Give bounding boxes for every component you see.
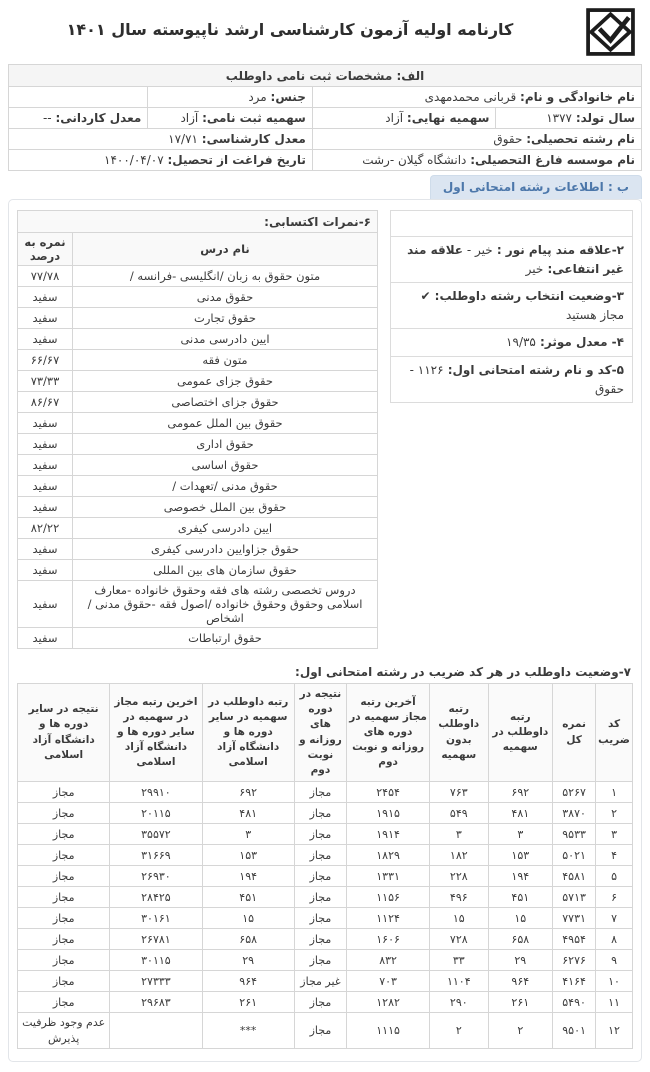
table-row [18,329,378,350]
page-header [8,6,642,58]
result-cell: مجاز [18,866,110,887]
field-value: ۱۱۲۶ - حقوق [409,362,624,396]
column-header: نتیجه در سایر دوره ها و دانشگاه آزاد اسلامی [18,684,110,782]
result-cell: ۴۹۶ [430,887,488,908]
result-cell: ۲۰۱۱۵ [110,803,202,824]
field-label: ۵-کد و نام رشته امتحانی اول: [443,362,624,377]
result-cell: ۲ [596,803,633,824]
field-label: سال تولد: [575,111,635,125]
result-cell: مجاز [18,950,110,971]
table-row [18,824,633,845]
table-row [18,992,633,1013]
info-row [391,283,632,329]
table-row [18,803,633,824]
result-cell: ۶۲۷۶ [553,950,596,971]
field-label: سهمیه ثبت نامی: [202,111,306,125]
result-cell: مجاز [294,1013,346,1049]
applicant-info-table [8,64,642,171]
score-cell: سفید [18,628,73,649]
result-cell: ۳۳ [430,950,488,971]
exam-info-box [390,210,633,403]
page-title: کارنامه اولیه آزمون کارشناسی ارشد ناپیوسته سال ۱۴۰۱ [66,20,514,39]
field-label: جنس: [270,90,306,104]
table-row [9,65,642,87]
result-cell: ۲۷۳۳۳ [110,971,202,992]
result-cell: ۲۶۹۳۰ [110,866,202,887]
result-cell: ۵۲۶۷ [553,782,596,803]
table-row [9,150,642,171]
course-name-cell: متون فقه [73,350,378,371]
result-cell: ۲۶۱ [202,992,294,1013]
result-cell: ۵ [596,866,633,887]
table-row [18,434,378,455]
result-cell: ۴۱۶۴ [553,971,596,992]
field-label: ۲-علاقه مند پیام نور : [492,243,624,257]
table-row [18,518,378,539]
result-cell: مجاز [294,782,346,803]
info-cell: نام موسسه فارغ التحصیلی: دانشگاه گیلان -رشت [312,150,641,171]
column-header: رتبه داوطلب بدون سهمیه [430,684,488,782]
column-header: رتبه داوطلب در سهمیه در سایر دوره ها و دانشگاه آزاد اسلامی [202,684,294,782]
result-cell: ۶۵۸ [488,929,553,950]
score-cell: ۷۷/۷۸ [18,266,73,287]
column-header: کد ضریب [596,684,633,782]
table-row [18,266,378,287]
result-cell: ۳ [430,824,488,845]
info-cell: نام خانوادگی و نام: قربانی محمدمهدی [312,87,641,108]
acquired-scores-table [17,210,378,649]
result-cell: ۵۴۹ [430,803,488,824]
score-cell: سفید [18,455,73,476]
course-name-cell: حقوق سازمان های بین المللی [73,560,378,581]
table-row [18,413,378,434]
info-cell: تاریخ فراغت از تحصیل: ۱۴۰۰/۰۴/۰۷ [9,150,313,171]
result-cell: ۱ [596,782,633,803]
result-cell: ۲ [430,1013,488,1049]
info-row [391,357,632,402]
table-row [18,392,378,413]
result-cell: ۷۶۳ [430,782,488,803]
result-cell: مجاز [18,845,110,866]
results-title: ۷-وضعیت داوطلب در هر کد ضریب در رشته امتحانی اول: [295,665,631,679]
result-cell: مجاز [18,908,110,929]
checkmark-icon: ✔ [420,289,431,304]
score-cell: سفید [18,434,73,455]
result-cell: ۷۰۳ [347,971,430,992]
score-cell: سفید [18,308,73,329]
column-header-score: نمره به درصد [18,233,73,266]
result-cell: مجاز [18,782,110,803]
score-cell: ۸۲/۲۲ [18,518,73,539]
result-cell: ۱۹۴ [202,866,294,887]
result-cell: ۲۹ [488,950,553,971]
result-cell: ۲۸۴۲۵ [110,887,202,908]
score-cell: سفید [18,539,73,560]
score-cell: ۶۶/۶۷ [18,350,73,371]
field-label: سهمیه نهایی: [406,111,490,125]
results-body [18,782,633,1049]
result-cell: مجاز [294,887,346,908]
field-value: خیر [525,261,544,276]
section-b-panel [8,199,642,1062]
field-label: نام موسسه فارغ التحصیلی: [470,153,635,167]
field-value: - [463,243,475,257]
result-cell: ۹۵۰۱ [553,1013,596,1049]
result-cell: ۷۲۸ [430,929,488,950]
table-row [18,233,378,266]
result-cell: مجاز [294,845,346,866]
table-row [18,866,633,887]
info-cell: سهمیه ثبت نامی: آزاد [148,108,313,129]
result-cell: ۱۵ [430,908,488,929]
result-cell: ۱۸۲ [430,845,488,866]
info-cell: سهمیه نهایی: آزاد [312,108,496,129]
table-row [18,1013,633,1049]
info-row [391,329,632,357]
field-value: خیر [474,243,493,257]
result-cell: ۱۶۰۶ [347,929,430,950]
section-b-badge: ب : اطلاعات رشته امتحانی اول [430,175,642,199]
result-cell: ۷۷۳۱ [553,908,596,929]
result-cell: ۴۵۱ [488,887,553,908]
result-cell: ۲ [488,1013,553,1049]
result-cell: ۳ [202,824,294,845]
table-row [18,350,378,371]
field-label: علاقه مند غیر انتفاعی: [407,243,624,276]
scores-title: ۶-نمرات اکتسابی: [18,211,378,233]
result-cell: ۱۱۰۴ [430,971,488,992]
score-cell: سفید [18,329,73,350]
course-name-cell: حقوق اساسی [73,455,378,476]
info-cell [9,87,148,108]
table-row [18,581,378,628]
course-name-cell: حقوق جزای اختصاصی [73,392,378,413]
result-cell: ۱۹۱۴ [347,824,430,845]
result-cell: ۴۹۵۴ [553,929,596,950]
field-value: ۱۹/۳۵ [506,335,536,350]
field-label: ۳-وضعیت انتخاب رشته داوطلب: [430,289,624,304]
course-name-cell: ایین دادرسی مدنی [73,329,378,350]
score-cell: سفید [18,560,73,581]
result-cell: ۱۲ [596,1013,633,1049]
result-cell: *** [202,1013,294,1049]
column-header: نتیجه در دوره های روزانه و نوبت دوم [294,684,346,782]
info-cell: معدل کاردانی: -- [9,108,148,129]
result-cell: ۲۹۰ [430,992,488,1013]
result-cell: ۴۵۱ [202,887,294,908]
table-row [9,87,642,108]
field-label: معدل کارشناسی: [201,132,306,146]
info-row [391,211,632,237]
result-cell: ۲۹۶۸۳ [110,992,202,1013]
result-cell: مجاز [18,929,110,950]
info-row [391,237,632,283]
result-cell: ۳۰۱۶۱ [110,908,202,929]
course-name-cell: حقوق بین الملل عمومی [73,413,378,434]
result-cell: مجاز [294,824,346,845]
field-value: مجاز هستید [565,307,624,322]
info-cell: معدل کارشناسی: ۱۷/۷۱ [9,129,313,150]
result-cell: مجاز [294,992,346,1013]
result-cell: ۳۱۶۶۹ [110,845,202,866]
result-cell: ۹ [596,950,633,971]
table-row [18,628,378,649]
course-name-cell: حقوق تجارت [73,308,378,329]
result-cell: ۱۵ [488,908,553,929]
table-row [9,129,642,150]
applicant-info-body [9,87,642,171]
scores-body [18,266,378,649]
score-cell: سفید [18,581,73,628]
result-cell: ۶ [596,887,633,908]
result-cell: مجاز [294,929,346,950]
results-header-row [18,684,633,782]
course-name-cell: حقوق مدنی /تعهدات / [73,476,378,497]
result-cell: ۳۵۵۷۲ [110,824,202,845]
result-cell: ۱۹۴ [488,866,553,887]
course-name-cell: حقوق بین الملل خصوصی [73,497,378,518]
table-row [18,929,633,950]
result-cell: ۳ [596,824,633,845]
result-cell: ۵۴۹۰ [553,992,596,1013]
result-cell: مجاز [18,824,110,845]
result-cell: مجاز [294,950,346,971]
table-row [18,476,378,497]
course-name-cell: حقوق ارتباطات [73,628,378,649]
result-cell: ۱۱ [596,992,633,1013]
course-name-cell: حقوق مدنی [73,287,378,308]
course-name-cell: ایین دادرسی کیفری [73,518,378,539]
score-cell: سفید [18,476,73,497]
result-cell: مجاز [18,887,110,908]
result-cell: ۱۳۳۱ [347,866,430,887]
column-header-course: نام درس [73,233,378,266]
score-cell: سفید [18,287,73,308]
field-label: تاریخ فراغت از تحصیل: [167,153,306,167]
table-row [18,971,633,992]
table-row [18,497,378,518]
result-cell: ۹۵۳۳ [553,824,596,845]
result-cell: مجاز [294,908,346,929]
table-row [18,560,378,581]
table-row [18,887,633,908]
sanjesh-logo-icon [582,8,638,56]
result-cell: ۴ [596,845,633,866]
table-row [18,539,378,560]
result-cell: ۱۱۵۶ [347,887,430,908]
table-row [18,211,378,233]
table-row [18,908,633,929]
score-cell: ۸۶/۶۷ [18,392,73,413]
result-cell: ۶۹۲ [202,782,294,803]
result-cell: ۹۶۴ [202,971,294,992]
result-cell: ۴۸۱ [488,803,553,824]
course-name-cell: حقوق اداری [73,434,378,455]
field-label: معدل کاردانی: [55,111,142,125]
result-cell [110,1013,202,1049]
score-cell: سفید [18,413,73,434]
info-cell: جنس: مرد [148,87,313,108]
result-cell: ۱۱۲۴ [347,908,430,929]
table-row [18,371,378,392]
result-cell: ۳۸۷۰ [553,803,596,824]
column-header: آخرین رتبه مجاز سهمیه در دوره های روزانه و نوبت دوم [347,684,430,782]
result-cell: مجاز [294,803,346,824]
result-cell: ۲۴۵۴ [347,782,430,803]
result-cell: ۲۹ [202,950,294,971]
result-cell: مجاز [18,803,110,824]
table-row [18,845,633,866]
result-cell: غیر مجاز [294,971,346,992]
course-name-cell: متون حقوق به زبان /انگلیسی -فرانسه / [73,266,378,287]
table-row [18,950,633,971]
result-cell: ۱۵۳ [488,845,553,866]
section-a-header: الف: مشخصات ثبت نامی داوطلب [9,65,642,87]
course-name-cell: دروس تخصصی رشته های فقه وحقوق خانواده -معارف اسلامی وحقوق وحقوق خانواده /اصول فقه -حقوق مدنی /اشخاص [73,581,378,628]
result-cell: ۸ [596,929,633,950]
result-cell: عدم وجود ظرفیت پذیرش [18,1013,110,1049]
table-row [18,782,633,803]
table-row [9,108,642,129]
result-cell: ۳ [488,824,553,845]
result-cell: ۳۰۱۱۵ [110,950,202,971]
result-cell: ۱۸۲۹ [347,845,430,866]
result-cell: ۸۳۲ [347,950,430,971]
result-cell: ۱۵ [202,908,294,929]
section-b-badge-row [8,175,642,199]
field-label: نام رشته تحصیلی: [526,132,635,146]
score-cell: ۷۳/۳۳ [18,371,73,392]
result-cell: ۵۰۲۱ [553,845,596,866]
coefficient-results-table [17,683,633,1049]
table-row [18,455,378,476]
score-cell: سفید [18,497,73,518]
table-row [18,308,378,329]
result-cell: ۲۶۱ [488,992,553,1013]
result-cell: ۴۵۸۱ [553,866,596,887]
result-cell: ۲۶۷۸۱ [110,929,202,950]
field-label: ۴- معدل موثر: [535,335,624,350]
result-cell: ۶۵۸ [202,929,294,950]
result-cell: مجاز [18,992,110,1013]
info-cell: سال تولد: ۱۳۷۷ [496,108,642,129]
result-cell: ۲۹۹۱۰ [110,782,202,803]
field-label: نام خانوادگی و نام: [520,90,635,104]
result-cell: ۲۲۸ [430,866,488,887]
table-row [18,287,378,308]
result-cell: ۱۹۱۵ [347,803,430,824]
result-cell: ۷ [596,908,633,929]
result-cell: ۴۸۱ [202,803,294,824]
info-cell: نام رشته تحصیلی: حقوق [312,129,641,150]
result-cell: ۱۵۳ [202,845,294,866]
result-cell: ۱۲۸۲ [347,992,430,1013]
result-cell: ۵۷۱۳ [553,887,596,908]
result-cell: مجاز [18,971,110,992]
result-cell: ۱۱۱۵ [347,1013,430,1049]
column-header: اخرین رتبه مجاز در سهمیه در سایر دوره ها و دانشگاه آزاد اسلامی [110,684,202,782]
result-cell: ۱۰ [596,971,633,992]
result-cell: ۶۹۲ [488,782,553,803]
result-cell: ۹۶۴ [488,971,553,992]
column-header: رتبه داوطلب در سهمیه [488,684,553,782]
column-header: نمره کل [553,684,596,782]
course-name-cell: حقوق جزای عمومی [73,371,378,392]
result-cell: مجاز [294,866,346,887]
course-name-cell: حقوق جزاوایین دادرسی کیفری [73,539,378,560]
